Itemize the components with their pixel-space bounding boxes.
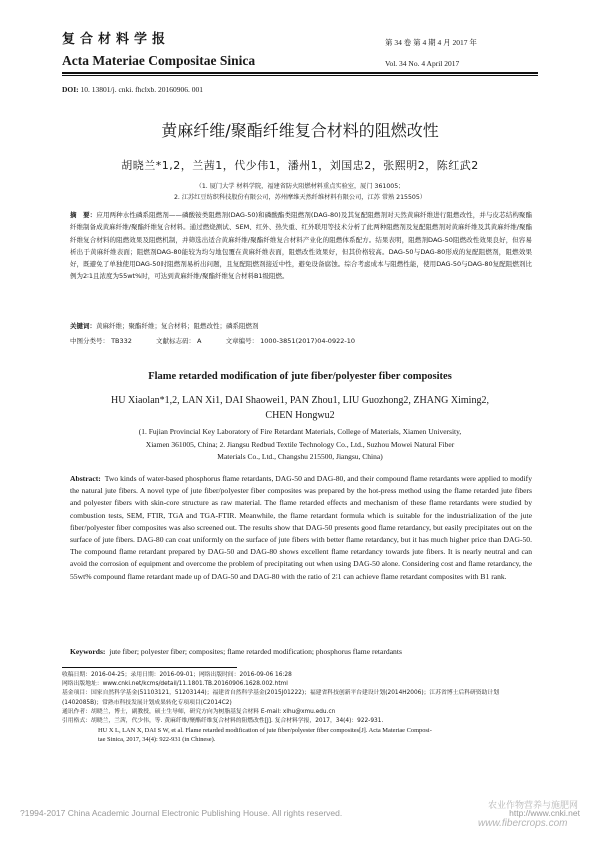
- issue-info-en: Vol. 34 No. 4 April 2017: [385, 59, 460, 68]
- issue-info-cn: 第 34 卷 第 4 期 4 月 2017 年: [385, 38, 477, 47]
- footnotes: [62, 671, 538, 745]
- keywords-cn-label: 关键词：: [70, 322, 96, 330]
- footnote-online-url: 网络出版地址：www.cnki.net/kcms/detail/11.1801.TB.20160906.1628.002.html: [62, 681, 288, 688]
- footnote-citation-cn: 引用格式：胡晓兰，兰茜，代少伟，等. 黄麻纤维/聚酯纤维复合材料的阻燃改性[J]. 复合材料学报，2017，34(4)：922-931.: [62, 718, 384, 725]
- affiliation-cn-1: （1. 厦门大学 材料学院，福建省防火阻燃材料重点实验室，厦门 361005；: [195, 183, 405, 190]
- footnote-rule: [62, 667, 237, 668]
- affiliations-en: [100, 426, 500, 464]
- article-id: 文章编号： 1000-3851(2017)04-0922-10: [225, 337, 355, 345]
- header-rule-thin: [62, 75, 538, 76]
- footnote-corresponding: 通讯作者：胡晓兰，博士，副教授，硕士生导师，研究方向为树脂基复合材料 E-mail: xlhu@xmu.edu.cn: [62, 708, 336, 715]
- affiliation-cn-2: 2. 江苏红豆纺织科技股份有限公司，苏州摩维天然纤维材料有限公司，江苏 常熟 215505）: [174, 194, 426, 201]
- title-cn: 黄麻纤维/聚酯纤维复合材料的阻燃改性: [161, 121, 439, 140]
- header-rule-thick: [62, 72, 538, 74]
- keywords-cn-text: 黄麻纤维；聚酯纤维；复合材料；阻燃改性；磷系阻燃剂: [96, 322, 259, 330]
- footnote-citation-en-1: HU X L, LAN X, DAI S W, et al. Flame retarded modification of jute fiber/polyester fiber composites[J]. Acta Materiae Composi-: [98, 727, 432, 735]
- abstract-cn-label: 摘 要：: [70, 211, 97, 219]
- watermark-cn: 农业作物营养与施肥网: [488, 801, 579, 811]
- title-en: Flame retarded modification of jute fiber/polyester fiber composites: [148, 371, 452, 382]
- keywords-en-text: jute fiber; polyester fiber; composites; flame retarded modification; phosphorus flame retardants: [109, 647, 402, 656]
- doi-value: 10. 13801/j. cnki. fhclxb. 20160906. 001: [80, 85, 204, 94]
- authors-en-line-2: CHEN Hongwu2: [265, 410, 335, 421]
- footnote-received: 收稿日期：2016-04-25；录用日期：2016-09-01；网络出版时间：2016-09-06 16:28: [62, 672, 292, 678]
- doi-label: DOI:: [62, 85, 79, 94]
- copyright-url: http://www.cnki.net: [509, 808, 580, 818]
- footnote-citation-en-2: tae Sinica, 2017, 34(4): 922-931 (in Chinese).: [98, 736, 216, 744]
- authors-cn: 胡晓兰*1,2，兰茜1，代少伟1，潘州1，刘国忠2，张熙明2，陈红武2: [121, 159, 479, 172]
- affiliation-en-line-2: Xiamen 361005, China; 2. Jiangsu Redbud Textile Technology Co., Ltd., Suzhou Mowei Natural Fiber: [145, 439, 455, 449]
- document-code: 文献标志码： A: [155, 337, 202, 345]
- abstract-en-text: Two kinds of water-based phosphorus flame retardants, DAG-50 and DAG-80, and their compound flame retardants were applied to modify the natural jute fibers. A novel type of jute fiber/polyester fiber composites was prepared by the hot-press method using the flame retarded jute fibers and polyester fibers with skin-core structure as raw material. The flame retarded effects and mechanism of these flame retardants were studied by combustion tests, SEM, FTIR, TGA and TGA-FTIR. Meanwhile, the flame retardant formula which is suitable for the industrialization of the jute fiber/polyester fiber composites was also screened out. The results show that DAG-50 presents good flame retardancy, but easily precipitates out on the surface of jute fibers. DAG-80 can coat uniformly on the surface of jute fibers with better flame retardancy, but it has much higher price than DAG-50. The compound flame retardant prepared by DAG-50 and DAG-80 shows excellent flame retardancy towards jute fibers. It is nearly neutral and can avoid the corrosion of equipment and overcome the problem of precipitating out when using DAG-50 alone. Considering cost and flame retardancy, the 55wt% compound flame retardant made up of DAG-50 and DAG-80 with the ratio of 2∶1 can achieve flame retardant composites with B1 rank.: [70, 474, 533, 581]
- journal-name-cn: 复合材料学报: [62, 32, 171, 47]
- abstract-en-label: Abstract:: [70, 474, 101, 483]
- keywords-en: [70, 647, 532, 656]
- doi: [62, 85, 203, 94]
- clc-number: 中图分类号： TB332: [70, 337, 132, 345]
- copyright-footer: [20, 808, 580, 818]
- abstract-en: [70, 473, 532, 583]
- copyright-text: ?1994-2017 China Academic Journal Electronic Publishing House. All rights reserved.: [20, 808, 343, 818]
- affiliation-en-line-3: Materials Co., Ltd., Changshu 215500, Jiangsu, China): [217, 452, 383, 461]
- abstract-cn: [70, 209, 532, 283]
- journal-name-en: Acta Materiae Compositae Sinica: [62, 53, 256, 68]
- keywords-en-label: Keywords:: [70, 647, 106, 656]
- footnote-funding: 基金项目：国家自然科学基金(51103121，51203144)；福建省自然科学基金(2015J01222)；福建省科技创新平台建设计划(2014H2006)；江苏省博士后科研资助计划(1402085B)；常熟市科技发展计划成果转化专项项目(C2014C2): [62, 690, 499, 706]
- authors-en-line-1: HU Xiaolan*1,2, LAN Xi1, DAI Shaowei1, PAN Zhou1, LIU Guozhong2, ZHANG Ximing2,: [111, 395, 489, 406]
- affiliation-en-line-1: (1. Fujian Provincial Key Laboratory of Fire Retardant Materials, College of Materials, Xiamen University,: [138, 427, 462, 436]
- authors-en: [82, 393, 518, 423]
- watermark-url: www.fibercrops.com: [478, 818, 568, 829]
- abstract-cn-text: 应用两种水性磷系阻燃剂——磷酸铵类阻燃剂(DAG-50)和磷酸酯类阻燃剂(DAG-80)及其复配阻燃剂对天然黄麻纤维进行阻燃改性，并与皮芯结构聚酯纤维制备成黄麻纤维/聚酯纤维复合材料。通过燃烧测试、SEM、红外、热失重、红外联用等技术分析了此两种阻燃剂及复配阻燃剂对黄麻纤维及其黄麻纤维/聚酯纤维复合材料的阻燃效果及阻燃机制，并筛选出适合黄麻纤维/聚酯纤维复合材料产业化的阻燃体系配方。结果表明，阻燃剂DAG-50阻燃改性效果良好，但容易析出于黄麻纤维表面；阻燃剂DAG-80能较为均匀地包覆在黄麻纤维表面，阻燃改性效果好，但其价格较高。DAG-50与DAG-80形成的复配阻燃剂，阻燃效果好，既避免了单独使用DAG-50时阻燃剂易析出问题，且复配阻燃剂接近中性，避免设备腐蚀。综合考虑成本与阻燃性能，使用DAG-50与DAG-80复配阻燃剂比例为2∶1且浓度为55wt%时，可达到黄麻纤维/聚酯纤维复合材料B1级阻燃。: [70, 211, 532, 281]
- keywords-cn: [70, 321, 532, 330]
- classification-cn: [70, 336, 532, 345]
